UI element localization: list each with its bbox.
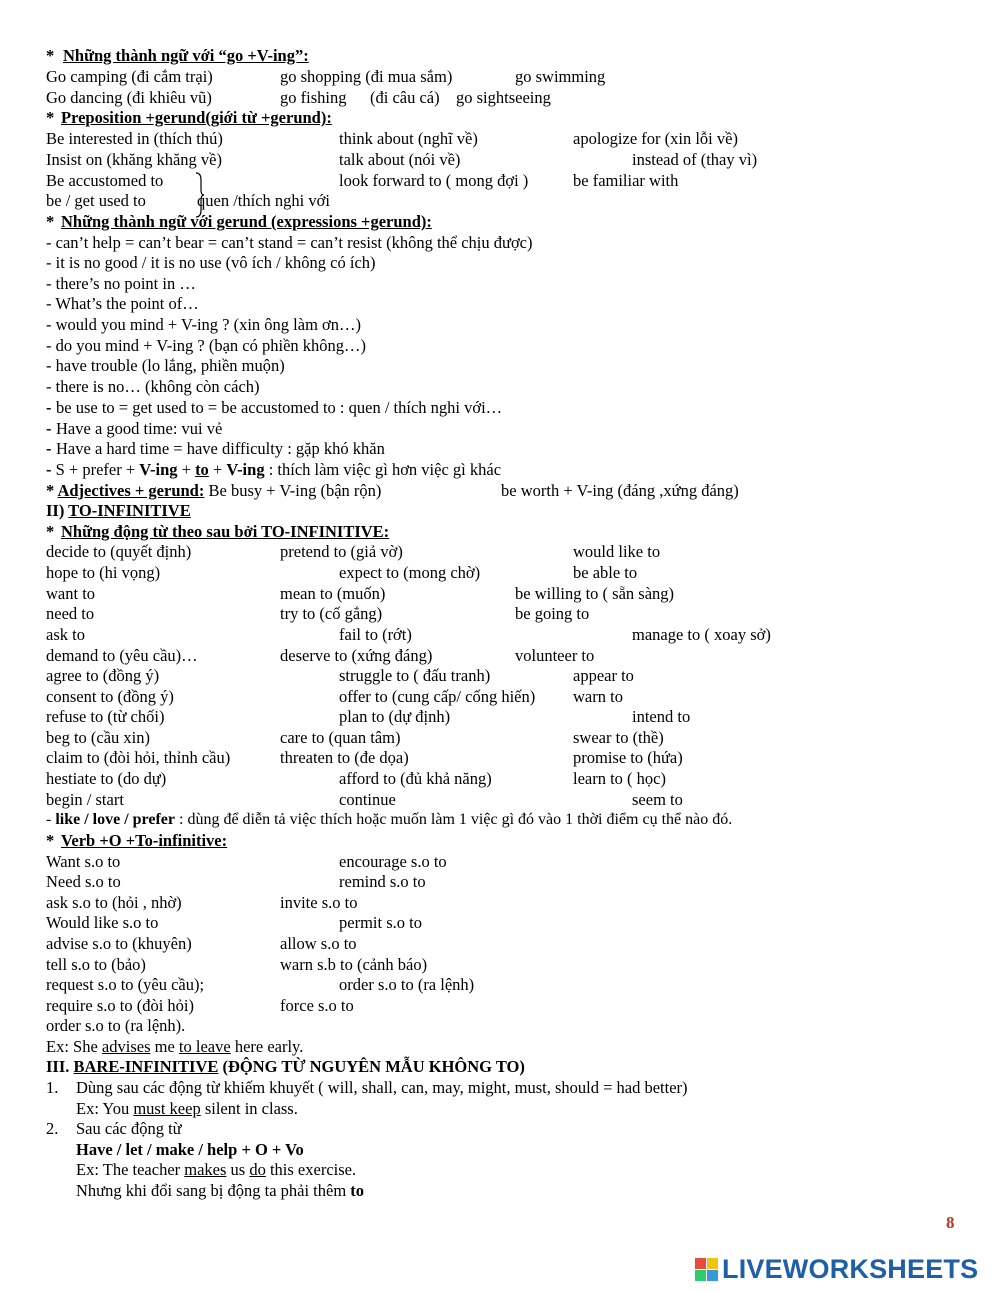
prefer-ving-2: V-ing bbox=[226, 460, 265, 479]
verb-cell: swear to (thề) bbox=[573, 728, 664, 747]
expression-text: - it is no good / it is no use (vô ích / không có ích) bbox=[46, 253, 376, 272]
vo-cell: require s.o to (đòi hỏi) bbox=[46, 996, 195, 1015]
to-inf-row bbox=[0, 624, 1000, 645]
expression-text: - there is no… (không còn cách) bbox=[46, 377, 260, 396]
to-inf-row bbox=[0, 768, 1000, 789]
vo-row bbox=[0, 892, 1000, 913]
verb-cell: hestiate to (do dự) bbox=[46, 769, 167, 788]
verb-cell: demand to (yêu cầu)… bbox=[46, 646, 198, 665]
section-subtitle: (ĐỘNG TỪ NGUYÊN MẪU KHÔNG TO) bbox=[218, 1057, 525, 1076]
vo-cell: ask s.o to (hỏi , nhờ) bbox=[46, 893, 182, 912]
adj-busy: Be busy + V-ing (bận rộn) bbox=[204, 481, 382, 500]
expression-text: - do you mind + V-ing ? (bạn có phiền không…) bbox=[46, 336, 367, 355]
expression-item bbox=[0, 376, 1000, 397]
section-number: II) bbox=[46, 501, 69, 520]
expression-text: - would you mind + V-ing ? (xin ông làm ơn…) bbox=[46, 315, 362, 334]
verb-cell: begin / start bbox=[46, 790, 124, 809]
like-love-prefer-note bbox=[0, 809, 1000, 830]
vo-cell: Need s.o to bbox=[46, 872, 121, 891]
heading-star: * bbox=[46, 46, 55, 65]
to-inf-row bbox=[0, 603, 1000, 624]
verb-cell: fail to (rớt) bbox=[339, 625, 412, 644]
bare-item-1 bbox=[0, 1077, 1000, 1098]
heading-go-text: Những thành ngữ với “go +V-ing”: bbox=[63, 46, 309, 65]
prefer-plus: + bbox=[208, 460, 227, 479]
example-suffix: this exercise. bbox=[265, 1160, 357, 1179]
vo-cell: tell s.o to (bảo) bbox=[46, 955, 146, 974]
vo-row bbox=[0, 871, 1000, 892]
prep-row-1 bbox=[0, 128, 1000, 149]
bare-item-2 bbox=[0, 1118, 1000, 1139]
verb-cell: be going to bbox=[515, 604, 590, 623]
vo-row bbox=[0, 912, 1000, 933]
like-note-line bbox=[46, 809, 732, 830]
verb-cell: ask to bbox=[46, 625, 85, 644]
verb-cell: claim to (đòi hỏi, thỉnh cầu) bbox=[46, 748, 231, 767]
to-inf-row bbox=[0, 645, 1000, 666]
verb-cell: want to bbox=[46, 584, 96, 603]
prep-talk-about: talk about (nói về) bbox=[339, 150, 461, 169]
to-inf-row bbox=[0, 541, 1000, 562]
verb-cell: mean to (muốn) bbox=[280, 584, 386, 603]
go-sightseeing: go sightseeing bbox=[456, 88, 551, 107]
expression-item bbox=[0, 252, 1000, 273]
verb-cell: refuse to (từ chối) bbox=[46, 707, 165, 726]
example-prefix: Ex: The teacher bbox=[76, 1160, 185, 1179]
to-inf-row bbox=[0, 789, 1000, 810]
verb-cell: deserve to (xứng đáng) bbox=[280, 646, 433, 665]
vo-cell: Want s.o to bbox=[46, 852, 121, 871]
example-line bbox=[76, 1159, 356, 1180]
verb-cell: struggle to ( đấu tranh) bbox=[339, 666, 491, 685]
expression-text: Have a good time: vui vẻ bbox=[56, 419, 223, 438]
verb-cell: beg to (cầu xin) bbox=[46, 728, 151, 747]
verb-cell: learn to ( học) bbox=[573, 769, 666, 788]
like-bold: like / love / prefer bbox=[55, 811, 175, 828]
heading-expressions bbox=[0, 211, 1000, 232]
vo-row bbox=[0, 933, 1000, 954]
item-number: 1. bbox=[46, 1078, 59, 1097]
verb-cell: be willing to ( sẵn sàng) bbox=[515, 584, 675, 603]
example-line bbox=[76, 1098, 298, 1119]
dash: - bbox=[46, 811, 56, 828]
heading-verb-o-to-inf bbox=[0, 830, 1000, 851]
vo-row bbox=[0, 995, 1000, 1016]
like-rest: : dùng để diễn tả việc thích hoặc muốn làm 1 việc gì đó vào 1 thời điểm cụ thể nào đó. bbox=[175, 811, 733, 828]
heading-to-inf-verbs bbox=[0, 521, 1000, 542]
to-inf-row bbox=[0, 706, 1000, 727]
page-number: 8 bbox=[946, 1213, 955, 1232]
prep-get-used-to: be / get used to bbox=[46, 191, 146, 210]
example-bare-verb: do bbox=[249, 1160, 266, 1179]
vo-cell: remind s.o to bbox=[339, 872, 426, 891]
verb-cell: afford to (đủ khả năng) bbox=[339, 769, 492, 788]
section-title bbox=[46, 1056, 525, 1077]
section-bare-infinitive bbox=[0, 1056, 1000, 1077]
prep-insist: Insist on (khăng khăng về) bbox=[46, 150, 222, 169]
heading-preposition bbox=[0, 107, 1000, 128]
example-suffix: here early. bbox=[230, 1037, 304, 1056]
example-advises bbox=[0, 1036, 1000, 1057]
go-swimming: go swimming bbox=[515, 67, 606, 86]
section-number: III. bbox=[46, 1057, 74, 1076]
verb-cell: expect to (mong chờ) bbox=[339, 563, 481, 582]
vo-cell: request s.o to (yêu cầu); bbox=[46, 975, 205, 994]
to-inf-row bbox=[0, 686, 1000, 707]
heading-star: * bbox=[46, 522, 55, 541]
heading-verbs-text: Những động từ theo sau bởi TO-INFINITIVE: bbox=[61, 522, 390, 541]
section-to-infinitive bbox=[0, 500, 1000, 521]
prefer-line bbox=[46, 459, 501, 480]
vo-row bbox=[0, 954, 1000, 975]
item-number: 2. bbox=[46, 1119, 59, 1138]
adjectives-gerund bbox=[0, 480, 1000, 501]
heading-vo-text: Verb +O +To-infinitive: bbox=[61, 831, 228, 850]
bold-dash: - bbox=[46, 398, 52, 417]
vo-cell: force s.o to bbox=[280, 996, 354, 1015]
item-text: Dùng sau các động từ khiếm khuyết ( will, shall, can, may, might, must, should = had better) bbox=[76, 1078, 688, 1097]
expression-text: - can’t help = can’t bear = can’t stand = can’t resist (không thể chịu được) bbox=[46, 233, 533, 252]
section-title bbox=[46, 500, 191, 521]
vo-row bbox=[0, 851, 1000, 872]
example-verb: advises bbox=[101, 1037, 151, 1056]
verb-cell: appear to bbox=[573, 666, 634, 685]
expression-text: - there’s no point in … bbox=[46, 274, 196, 293]
verb-cell: be able to bbox=[573, 563, 638, 582]
prep-interested: Be interested in (thích thú) bbox=[46, 129, 223, 148]
expression-item bbox=[0, 335, 1000, 356]
to-inf-row bbox=[0, 665, 1000, 686]
prep-apologize: apologize for (xin lỗi về) bbox=[573, 129, 738, 148]
expression-item bbox=[0, 273, 1000, 294]
expression-text: be use to = get used to = be accustomed to : quen / thích nghi với… bbox=[56, 398, 503, 417]
prep-look-forward: look forward to ( mong đợi ) bbox=[339, 171, 529, 190]
heading-star: * bbox=[46, 212, 55, 231]
to-inf-row bbox=[0, 727, 1000, 748]
prep-row-3 bbox=[0, 170, 1000, 191]
verb-cell: pretend to (giả vờ) bbox=[280, 542, 403, 561]
verb-cell: continue bbox=[339, 790, 396, 809]
verb-cell: consent to (đồng ý) bbox=[46, 687, 174, 706]
verb-cell: try to (cố gắng) bbox=[280, 604, 383, 623]
heading-star: * bbox=[46, 831, 55, 850]
go-fishing-meaning: (đi câu cá) bbox=[370, 88, 440, 107]
logo-blocks-icon bbox=[695, 1258, 719, 1282]
heading-expr-text: Những thành ngữ với gerund (expressions +gerund): bbox=[61, 212, 432, 231]
example-object: us bbox=[226, 1160, 250, 1179]
verb-cell: warn to bbox=[573, 687, 623, 706]
to-inf-row bbox=[0, 562, 1000, 583]
heading-star: * bbox=[46, 481, 58, 500]
adj-label: Adjectives + gerund: bbox=[57, 481, 205, 500]
prep-quen-meaning: quen /thích nghi với bbox=[197, 191, 330, 210]
prep-think-about: think about (nghĩ về) bbox=[339, 129, 478, 148]
vo-cell: Would like s.o to bbox=[46, 913, 159, 932]
to-inf-row bbox=[0, 747, 1000, 768]
heading-star: * bbox=[46, 108, 55, 127]
adj-line bbox=[46, 480, 381, 501]
prefer-meaning: : thích làm việc gì hơn việc gì khác bbox=[264, 460, 502, 479]
expression-item bbox=[0, 397, 1000, 418]
verb-cell: need to bbox=[46, 604, 95, 623]
verb-cell: hope to (hi vọng) bbox=[46, 563, 161, 582]
to-inf-row bbox=[0, 583, 1000, 604]
expression-text: - have trouble (lo lắng, phiền muộn) bbox=[46, 356, 285, 375]
expression-item bbox=[0, 314, 1000, 335]
heading-prep-text: Preposition +gerund(giới từ +gerund): bbox=[61, 108, 332, 127]
verb-cell: intend to bbox=[632, 707, 691, 726]
verb-cell: seem to bbox=[632, 790, 683, 809]
bare-item-1-example bbox=[0, 1098, 1000, 1119]
vo-cell: invite s.o to bbox=[280, 893, 358, 912]
verb-cell: plan to (dự định) bbox=[339, 707, 451, 726]
bold-dash: - bbox=[46, 460, 52, 479]
verb-cell: care to (quan tâm) bbox=[280, 728, 401, 747]
prefer-plus: + bbox=[177, 460, 196, 479]
note-bold: to bbox=[350, 1181, 365, 1200]
bare-item-2-note bbox=[0, 1180, 1000, 1201]
vo-cell: warn s.b to (cảnh báo) bbox=[280, 955, 428, 974]
expression-text: Have a hard time = have difficulty : gặp khó khăn bbox=[56, 439, 385, 458]
logo-text: LIVEWORKSHEETS bbox=[722, 1254, 979, 1284]
liveworksheets-logo[interactable] bbox=[695, 1252, 995, 1286]
example-prefix: Ex: She bbox=[46, 1037, 102, 1056]
vo-row bbox=[0, 974, 1000, 995]
bold-dash: - bbox=[46, 419, 52, 438]
expression-item bbox=[0, 438, 1000, 459]
expression-item bbox=[0, 355, 1000, 376]
item-text: Sau các động từ bbox=[76, 1119, 182, 1138]
go-row-2 bbox=[0, 87, 1000, 108]
prep-accustomed: Be accustomed to bbox=[46, 171, 164, 190]
example-line bbox=[46, 1036, 303, 1057]
expression-item bbox=[0, 293, 1000, 314]
prefer-to: to bbox=[195, 460, 209, 479]
bare-item-2-example bbox=[0, 1159, 1000, 1180]
example-suffix: silent in class. bbox=[200, 1099, 298, 1118]
example-verb: makes bbox=[184, 1160, 227, 1179]
verb-cell: promise to (hứa) bbox=[573, 748, 683, 767]
expression-item bbox=[0, 232, 1000, 253]
heading-go-ving bbox=[0, 45, 1000, 66]
prep-instead-of: instead of (thay vì) bbox=[632, 150, 758, 169]
verb-cell: manage to ( xoay sở) bbox=[632, 625, 771, 644]
verb-cell: offer to (cung cấp/ cống hiến) bbox=[339, 687, 536, 706]
go-fishing: go fishing bbox=[280, 88, 347, 107]
section-title-text: TO-INFINITIVE bbox=[68, 501, 191, 520]
vo-cell: allow s.o to bbox=[280, 934, 357, 953]
prefer-formula bbox=[0, 459, 1000, 480]
adj-worth: be worth + V-ing (đáng ,xứng đáng) bbox=[501, 481, 739, 500]
bare-item-2-formula bbox=[0, 1139, 1000, 1160]
formula: Have / let / make / help + O + Vo bbox=[76, 1140, 304, 1159]
prep-familiar: be familiar with bbox=[573, 171, 679, 190]
prep-row-4 bbox=[0, 190, 1000, 211]
verb-cell: would like to bbox=[573, 542, 661, 561]
section-title-text: BARE-INFINITIVE bbox=[73, 1057, 219, 1076]
prefer-subject: S + prefer + bbox=[51, 460, 140, 479]
example-prefix: Ex: You bbox=[76, 1099, 134, 1118]
example-object: me bbox=[150, 1037, 179, 1056]
vo-row bbox=[0, 1015, 1000, 1036]
example-verb: must keep bbox=[133, 1099, 201, 1118]
vo-cell: advise s.o to (khuyên) bbox=[46, 934, 192, 953]
go-camping: Go camping (đi cắm trại) bbox=[46, 67, 213, 86]
verb-cell: agree to (đồng ý) bbox=[46, 666, 160, 685]
go-shopping: go shopping (đi mua sắm) bbox=[280, 67, 453, 86]
bold-dash: - bbox=[46, 439, 52, 458]
expression-text: - What’s the point of… bbox=[46, 294, 199, 313]
note-text: Nhưng khi đổi sang bị động ta phải thêm bbox=[76, 1181, 351, 1200]
go-dancing: Go dancing (đi khiêu vũ) bbox=[46, 88, 212, 107]
prefer-ving-1: V-ing bbox=[139, 460, 178, 479]
vo-cell: permit s.o to bbox=[339, 913, 422, 932]
verb-cell: decide to (quyết định) bbox=[46, 542, 192, 561]
expression-item bbox=[0, 418, 1000, 439]
verb-cell: threaten to (đe dọa) bbox=[280, 748, 409, 767]
vo-cell: order s.o to (ra lệnh) bbox=[339, 975, 475, 994]
vo-cell: order s.o to (ra lệnh). bbox=[46, 1016, 186, 1035]
prep-row-2 bbox=[0, 149, 1000, 170]
example-infinitive: to leave bbox=[178, 1037, 231, 1056]
verb-cell: volunteer to bbox=[515, 646, 595, 665]
vo-cell: encourage s.o to bbox=[339, 852, 447, 871]
go-row-1 bbox=[0, 66, 1000, 87]
note-line bbox=[76, 1180, 364, 1201]
